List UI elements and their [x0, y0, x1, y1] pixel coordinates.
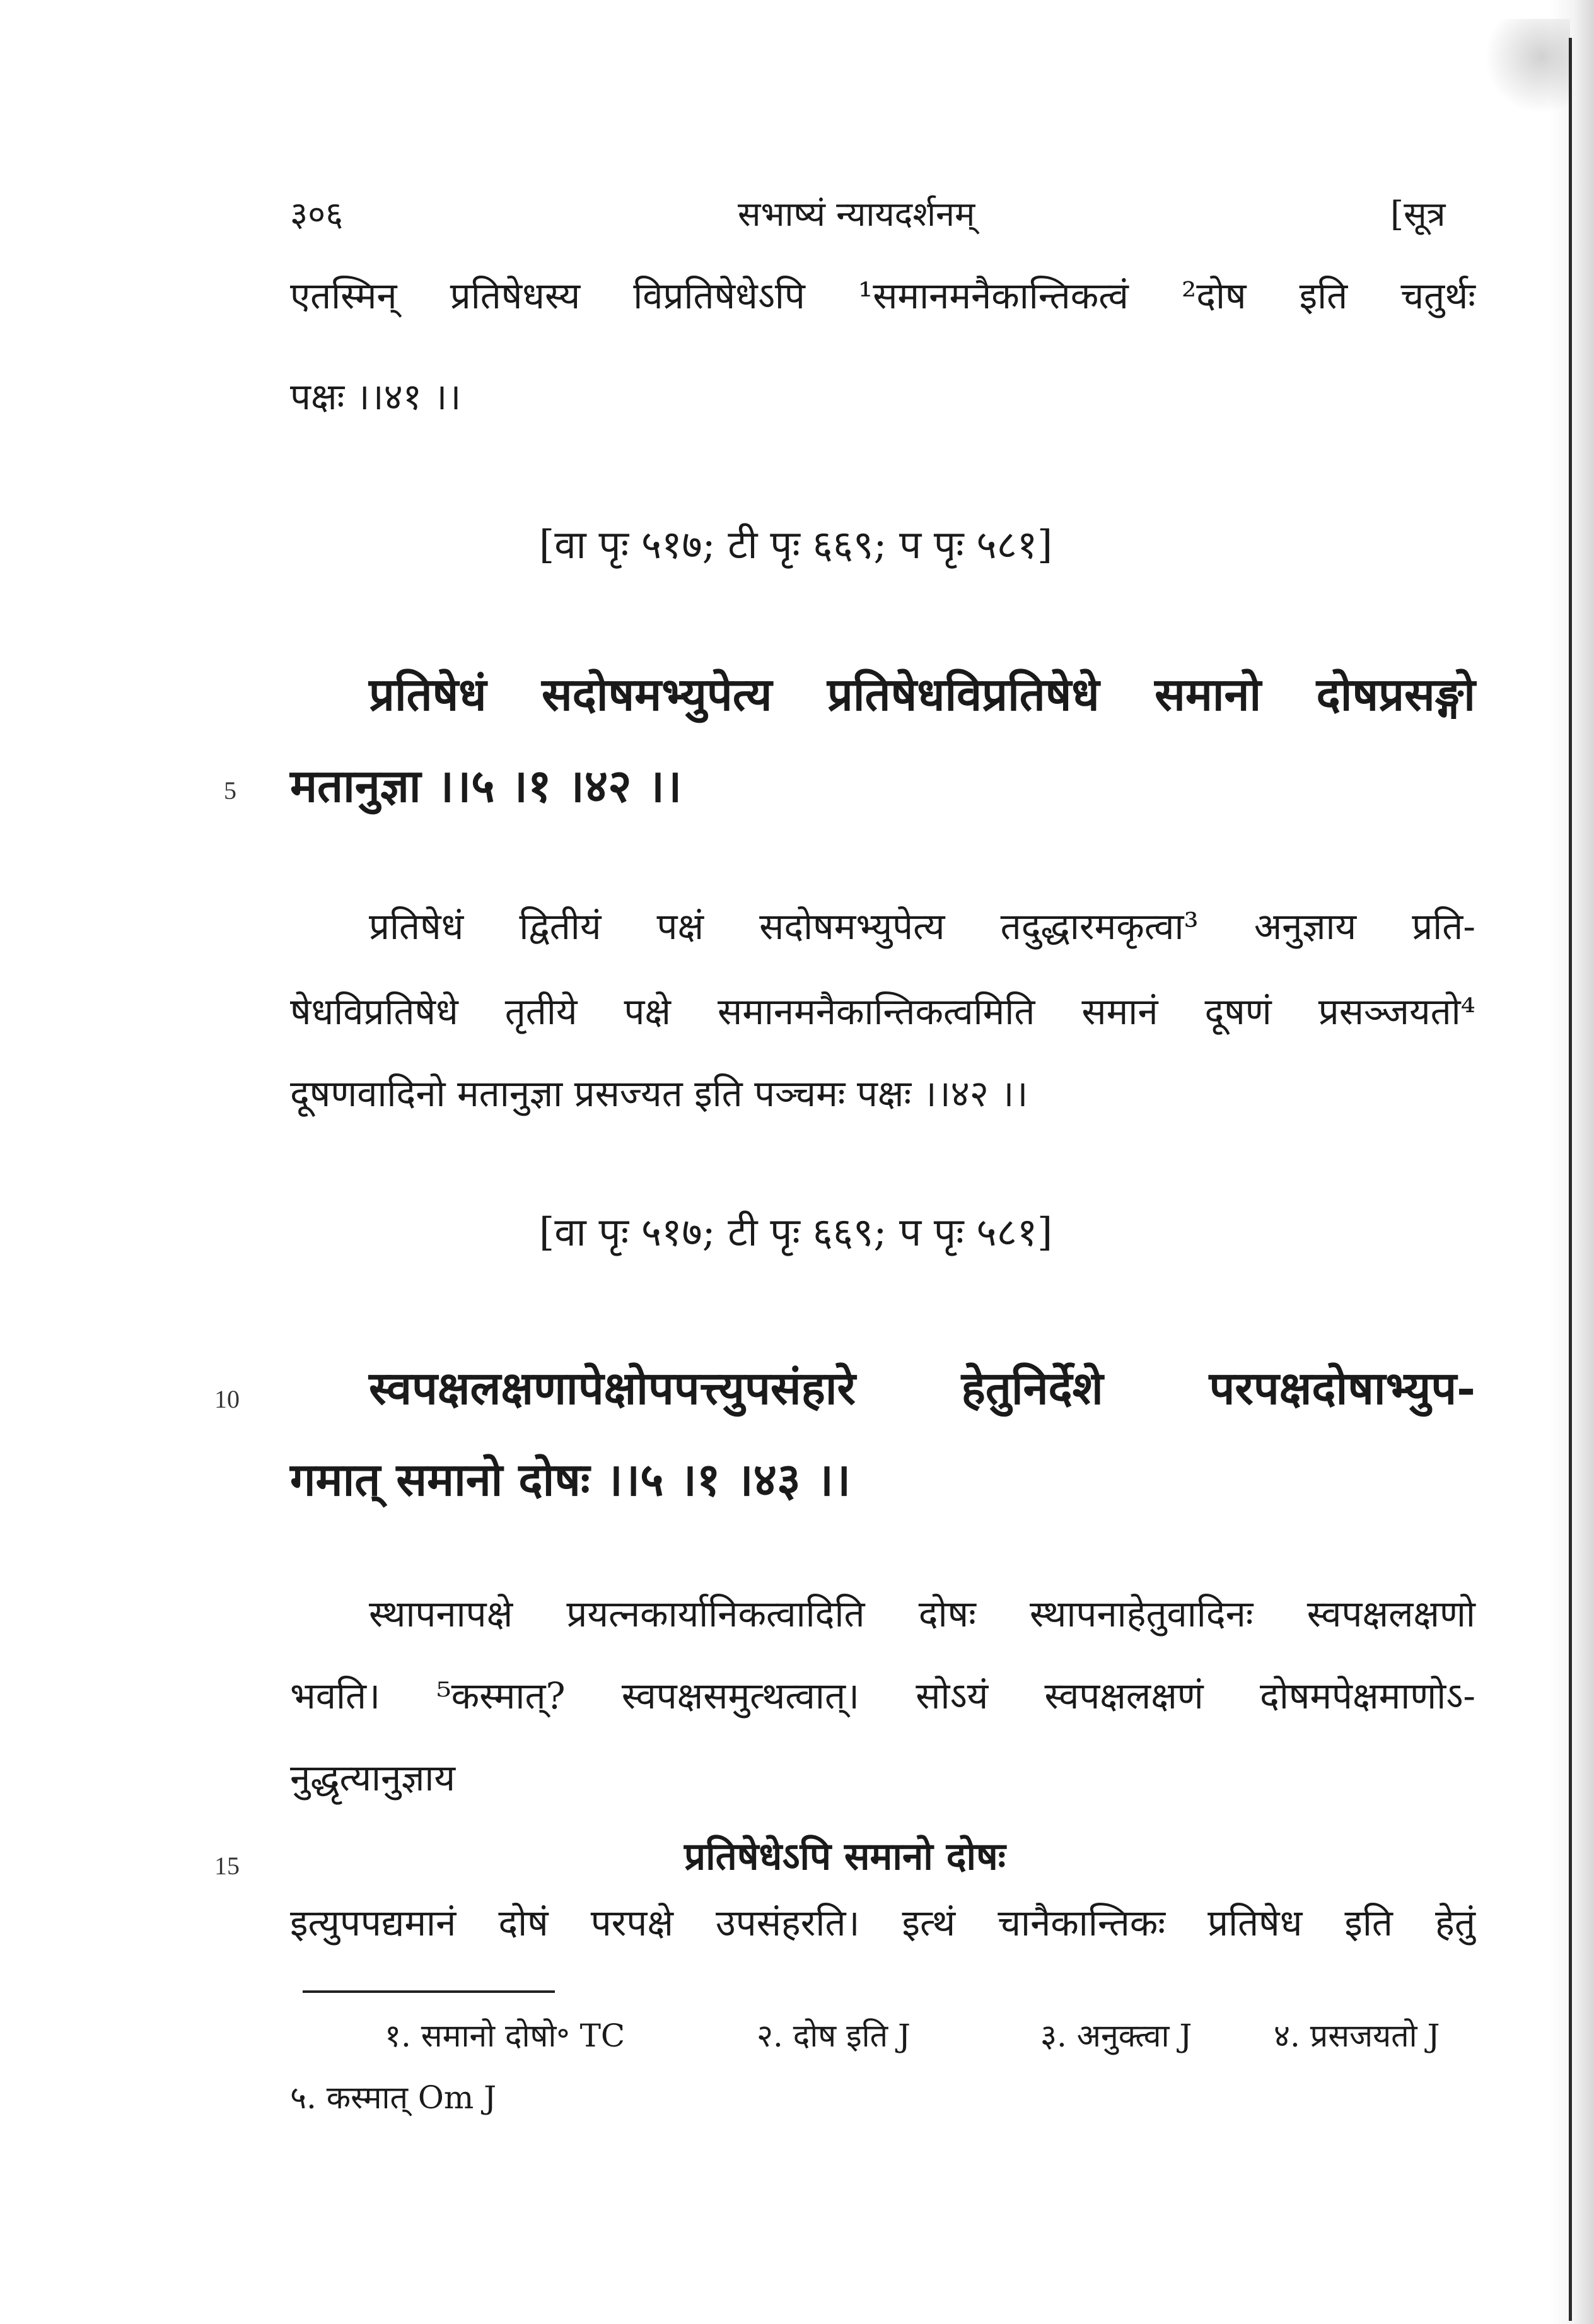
word: समानमनैकान्तिकत्वमिति [717, 990, 1035, 1033]
sutra-line [369, 1356, 1475, 1418]
page-edge-line [1569, 38, 1572, 2321]
word: एतस्मिन् [290, 274, 397, 317]
text-line [369, 905, 1475, 948]
word: उपसंहरति। [715, 1901, 860, 1944]
word: इत्युपपद्यमानं [290, 1901, 457, 1944]
line-number-5: 5 [224, 776, 236, 805]
word: समानं [1081, 990, 1158, 1033]
line-number-10: 10 [214, 1385, 240, 1413]
word: दोषः [918, 1592, 976, 1635]
word: ⁵कस्मात्? [436, 1674, 566, 1717]
word: स्थापनाहेतुवादिनः [1030, 1592, 1254, 1635]
running-title: सभाष्यं न्यायदर्शनम् [738, 194, 975, 234]
sutra-line: गमात् समानो दोषः ।।५ ।१ ।४३ ।। [290, 1452, 851, 1506]
text-line [290, 274, 1475, 317]
text-line: दूषणवादिनो मतानुज्ञा प्रसज्यत इति पञ्चमः पक्षः ।।४२ ।। [290, 1072, 1028, 1115]
word: स्वपक्षलक्षणापेक्षोपपत्त्युपसंहारे [369, 1361, 856, 1415]
word: दोषं [498, 1901, 549, 1944]
word: प्रति- [1412, 905, 1475, 948]
scan-edge [1550, 0, 1594, 2324]
line-number-15: 15 [214, 1852, 240, 1880]
text-line [290, 990, 1475, 1033]
footnote-rule [303, 1990, 555, 1993]
scan-corner-noise [1475, 19, 1570, 114]
word: प्रतिषेधविप्रतिषेधे [827, 667, 1100, 721]
section-marker: [सूत्र [1390, 194, 1446, 234]
footnote-2: २. दोष इति J [757, 2017, 911, 2054]
word: प्रतिषेधं [369, 667, 487, 721]
word: स्थापनापक्षे [369, 1592, 513, 1635]
footnote-1: १. समानो दोषो॰ TC [385, 2017, 625, 2054]
word: पक्षे [624, 990, 672, 1033]
footnote-4: ४. प्रसजयतो J [1274, 2017, 1440, 2054]
word: प्रयत्नकार्यानिकत्वादिति [566, 1592, 865, 1635]
text-line [290, 1901, 1475, 1944]
word: हेतुनिर्देशे [961, 1361, 1103, 1415]
word: अनुज्ञाय [1254, 905, 1357, 948]
page-number: ३०६ [290, 194, 344, 234]
word: इति [1299, 274, 1348, 317]
sutra-line [369, 662, 1475, 724]
sutra-line: मतानुज्ञा ।।५ ।१ ।४२ ।। [290, 759, 682, 812]
word: चतुर्थः [1400, 274, 1475, 317]
text-line: नुद्धृत्यानुज्ञाय [290, 1756, 456, 1799]
word: प्रतिषेधस्य [450, 274, 581, 317]
quoted-line: प्रतिषेधेऽपि समानो दोषः [684, 1835, 1006, 1879]
word: स्वपक्षसमुत्थत्वात्। [621, 1674, 859, 1717]
word: द्वितीयं [519, 905, 602, 948]
word: हेतुं [1435, 1901, 1475, 1944]
word: षेधविप्रतिषेधे [290, 990, 458, 1033]
word: पक्षं [656, 905, 704, 948]
word: इति [1344, 1901, 1393, 1944]
word: सोऽयं [916, 1674, 989, 1717]
word: परपक्षदोषाभ्युप- [1209, 1361, 1475, 1415]
reference-line-1: [वा पृः ५१७; टी पृः ६६९; प पृः ५८१] [539, 522, 1053, 568]
word: समानो [1155, 667, 1262, 721]
word: विप्रतिषेधेऽपि [633, 274, 805, 317]
text-line [290, 1674, 1475, 1717]
word: स्वपक्षलक्षणो [1306, 1592, 1475, 1635]
text-line: पक्षः ।।४१ ।। [290, 375, 462, 418]
word: प्रसञ्जयतो⁴ [1318, 990, 1475, 1033]
text-line [369, 1592, 1475, 1635]
word: चानैकान्तिकः [998, 1901, 1166, 1944]
word: ²दोष [1181, 274, 1247, 317]
word: दोषप्रसङ्गो [1316, 667, 1475, 721]
word: तृतीये [504, 990, 578, 1033]
word: दोषमपेक्षमाणोऽ- [1260, 1674, 1475, 1717]
word: परपक्षे [590, 1901, 673, 1944]
reference-line-2: [वा पृः ५१७; टी पृः ६६९; प पृः ५८१] [539, 1209, 1053, 1255]
word: भवति। [290, 1674, 381, 1717]
word: तदुद्धारमकृत्वा³ [1000, 905, 1199, 948]
word: प्रतिषेध [1207, 1901, 1303, 1944]
word: दूषणं [1204, 990, 1272, 1033]
word: स्वपक्षलक्षणं [1044, 1674, 1204, 1717]
word: प्रतिषेधं [369, 905, 464, 948]
word: ¹समानमनैकान्तिकत्वं [858, 274, 1129, 317]
footnote-5: ५. कस्मात् Om J [290, 2079, 497, 2116]
word: सदोषमभ्युपेत्य [542, 667, 772, 721]
word: इत्थं [902, 1901, 956, 1944]
word: सदोषमभ्युपेत्य [759, 905, 945, 948]
footnote-3: ३. अनुक्त्वा J [1040, 2017, 1192, 2054]
